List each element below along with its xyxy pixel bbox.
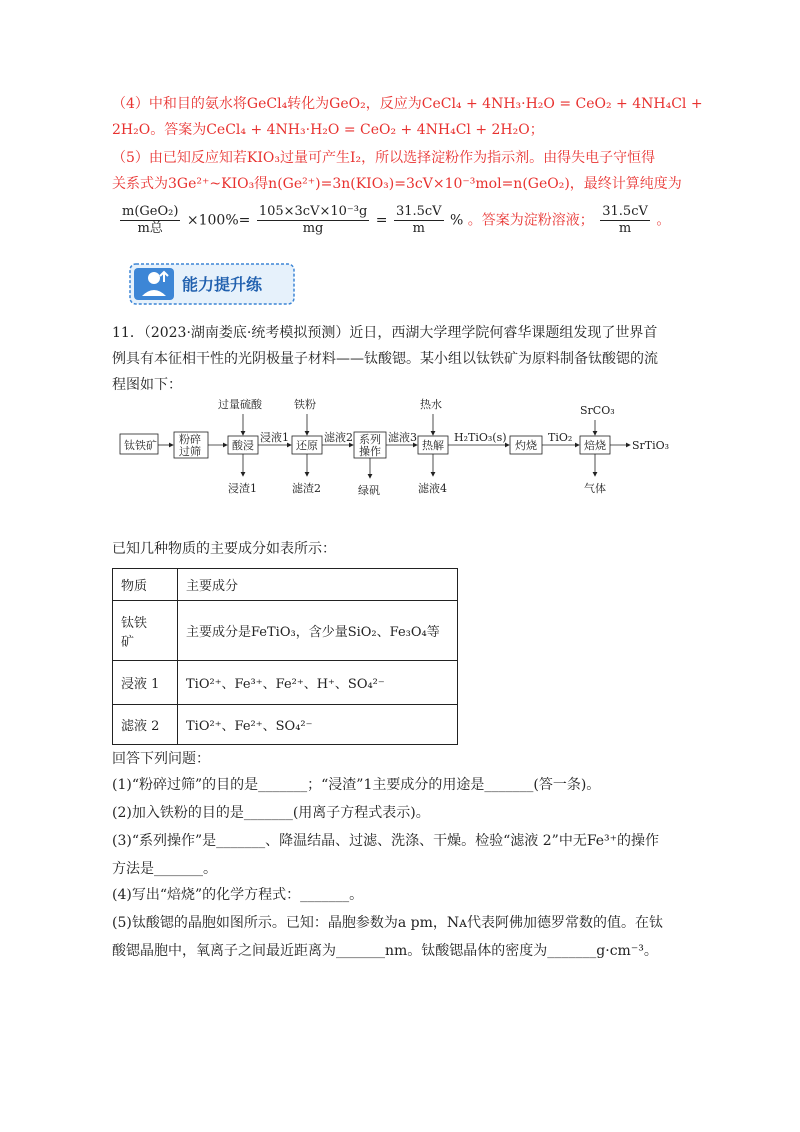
fraction-2 xyxy=(257,204,369,237)
flow-box-label: 过筛 xyxy=(179,445,201,458)
flow-input-label: 过量硫酸 xyxy=(218,398,262,411)
flow-input-label: 热水 xyxy=(420,398,442,411)
section-banner xyxy=(128,262,296,306)
fraction-1 xyxy=(120,204,180,237)
answer-line-1: （4）中和目的氨水将GeCl₄转化为GeO₂，反应为CeCl₄ + 4NH₃·H₂O = CeO₂ + 4NH₄Cl + xyxy=(112,96,703,112)
flow-output-label: 浸渣1 xyxy=(228,482,257,495)
answer-prompt: 回答下列问题： xyxy=(112,751,210,767)
fraction-denominator: m xyxy=(618,221,632,236)
answer-line-2: 2H₂O。答案为CeCl₄ + 4NH₃·H₂O = CeO₂ + 4NH₄Cl + 2H₂O； xyxy=(112,122,544,138)
flow-output-label: 气体 xyxy=(584,482,606,495)
flow-box-label: 钛铁矿 xyxy=(124,439,157,452)
fraction-3 xyxy=(394,204,444,237)
table-header: 主要成分 xyxy=(178,569,458,601)
flow-output-label: 绿矾 xyxy=(358,484,380,497)
equation-text: ×100%= xyxy=(186,212,251,229)
fraction-numerator: 105×3cV×10⁻³g xyxy=(258,204,368,219)
fraction-numerator: 31.5cV xyxy=(395,204,442,219)
equation-text: % xyxy=(450,212,464,229)
flow-arrow-label: 浸液1 xyxy=(260,431,289,444)
fraction-numerator: m(GeO₂) xyxy=(122,204,179,219)
flow-box-label: 酸浸 xyxy=(232,439,254,452)
flow-product-label: SrTiO₃ xyxy=(632,439,670,452)
question-intro-1: 11．（2023·湖南娄底·统考模拟预测）近日，西湖大学理学院何睿华课题组发现了世界首 xyxy=(112,325,658,341)
sub-question-1: (1)“粉碎过筛”的目的是_______；“浸渣”1主要成分的用途是_______(答一条)。 xyxy=(112,777,601,793)
fraction-4 xyxy=(600,204,650,237)
question-intro-3: 程图如下： xyxy=(112,377,182,393)
flow-input-label: 铁粉 xyxy=(294,398,316,411)
table-cell: TiO²⁺、Fe²⁺、SO₄²⁻ xyxy=(178,705,458,745)
process-flowchart xyxy=(118,392,678,504)
sub-question-2: (2)加入铁粉的目的是_______(用离子方程式表示)。 xyxy=(112,805,430,821)
fraction-denominator: m xyxy=(412,221,425,236)
flow-arrow-label: H₂TiO₃(s) xyxy=(454,431,507,444)
flow-output-label: 滤液4 xyxy=(418,482,447,495)
composition-table xyxy=(112,568,458,745)
fraction-numerator: 31.5cV xyxy=(602,204,648,219)
flow-box-label: 还原 xyxy=(296,439,318,452)
fraction-denominator: m总 xyxy=(137,221,163,236)
table-cell xyxy=(113,601,178,661)
flow-box-label: 灼烧 xyxy=(515,439,537,452)
flow-box-label: 系列 xyxy=(359,433,381,446)
equation-text: 。 xyxy=(656,212,671,229)
flow-arrow-label: 滤液3 xyxy=(388,431,417,444)
flow-input-label: SrCO₃ xyxy=(580,404,615,417)
table-cell: 滤液 2 xyxy=(113,705,178,745)
table-row xyxy=(113,661,458,705)
row-name: 钛铁 xyxy=(121,615,148,631)
banner-graphic xyxy=(128,262,296,306)
answer-line-3: （5）由已知反应知若KIO₃过量可产生I₂，所以选择淀粉作为指示剂。由得失电子守恒得 xyxy=(112,150,656,166)
flow-box-label: 焙烧 xyxy=(584,439,606,452)
question-intro-2: 例具有本征相干性的光阴极量子材料——钛酸锶。某小组以钛铁矿为原料制备钛酸锶的流 xyxy=(112,351,658,367)
table-cell: TiO²⁺、Fe³⁺、Fe²⁺、H⁺、SO₄²⁻ xyxy=(178,661,458,705)
sub-question-4: (4)写出“焙烧”的化学方程式：_______。 xyxy=(112,887,364,903)
banner-title: 能力提升练 xyxy=(182,275,263,294)
sub-question-5a: (5)钛酸锶的晶胞如图所示。已知：晶胞参数为a pm，Nᴀ代表阿佛加德罗常数的值。在钛 xyxy=(112,915,664,931)
table-cell: 主要成分是FeTiO₃，含少量SiO₂、Fe₃O₄等 xyxy=(178,601,458,661)
flow-arrow-label: TiO₂ xyxy=(548,431,573,444)
flow-box-label: 热解 xyxy=(422,439,444,452)
answer-tail: 。答案为淀粉溶液； xyxy=(467,212,594,229)
row-name: 矿 xyxy=(121,634,135,650)
table-row xyxy=(113,601,458,661)
table-row xyxy=(113,705,458,745)
equation-text: = xyxy=(375,212,388,229)
fraction-denominator: mg xyxy=(302,221,324,236)
purity-equation xyxy=(118,204,670,237)
person-icon xyxy=(148,272,160,284)
sub-question-3b: 方法是_______。 xyxy=(112,861,217,877)
flow-box-label: 操作 xyxy=(359,445,381,458)
table-intro: 已知几种物质的主要成分如表所示： xyxy=(112,541,336,557)
flow-box-label: 粉碎 xyxy=(179,433,201,446)
sub-question-5b: 酸锶晶胞中，氧离子之间最近距离为_______nm。钛酸锶晶体的密度为_______g·cm⁻³。 xyxy=(112,943,658,959)
flow-output-label: 滤渣2 xyxy=(292,482,321,495)
flow-arrow-label: 滤液2 xyxy=(324,431,353,444)
table-cell: 浸液 1 xyxy=(113,661,178,705)
table-header: 物质 xyxy=(113,569,178,601)
answer-line-4: 关系式为3Ge²⁺~KIO₃得n(Ge²⁺)=3n(KIO₃)=3cV×10⁻³mol=n(GeO₂)，最终计算纯度为 xyxy=(112,176,682,192)
sub-question-3a: (3)“系列操作”是_______、降温结晶、过滤、洗涤、干燥。检验“滤液 2”中无Fe³⁺的操作 xyxy=(112,833,660,849)
table-header-row xyxy=(113,569,458,601)
